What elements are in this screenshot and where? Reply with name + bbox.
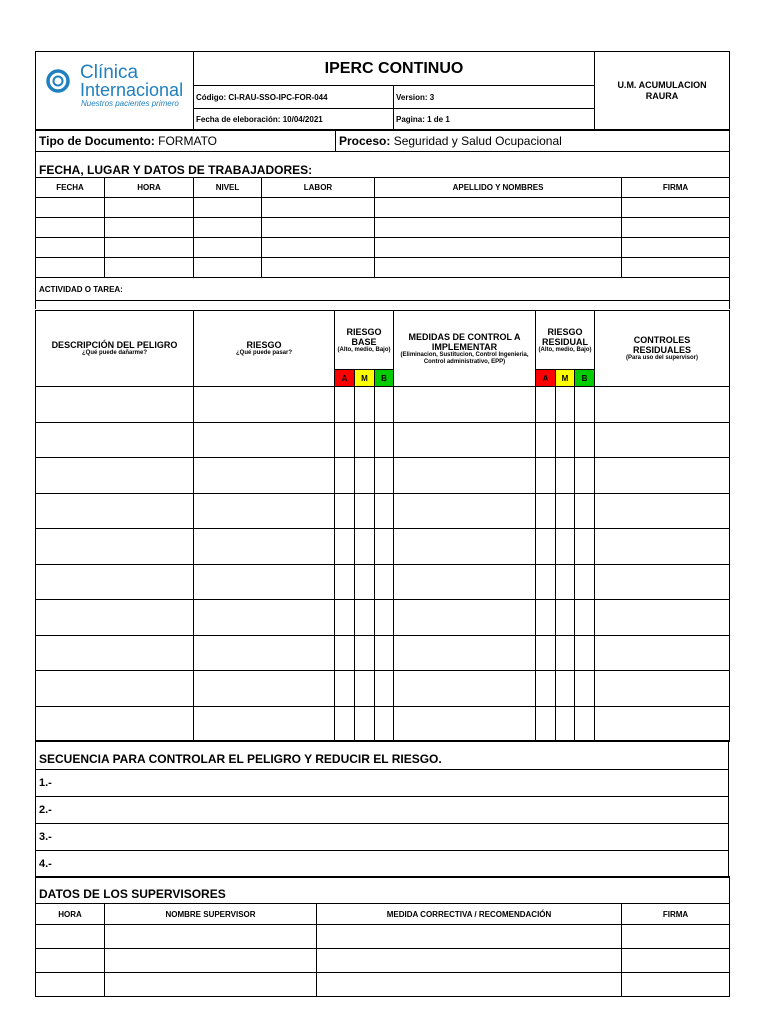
residual-alto-field[interactable] <box>536 600 556 636</box>
residual-medio-field[interactable] <box>556 635 575 671</box>
supervisor-hora-field[interactable] <box>36 949 105 973</box>
worker-labor-field[interactable] <box>262 238 375 258</box>
hazard-section <box>35 310 729 741</box>
hazard-description-field[interactable] <box>36 529 194 565</box>
supervisor-firma-field[interactable] <box>622 949 730 973</box>
supervisors-section <box>35 876 729 997</box>
sequence-title: SECUENCIA PARA CONTROLAR EL PELIGRO Y REDUCIR EL RIESGO. <box>36 741 729 770</box>
logo-line2: Internacional <box>80 80 184 100</box>
hazard-description-field[interactable] <box>36 458 194 494</box>
residual-alto-field[interactable] <box>536 387 556 423</box>
supervisor-firma-field[interactable] <box>622 973 730 997</box>
supervisor-row <box>36 925 730 949</box>
residual-controls-field[interactable] <box>595 706 730 742</box>
worker-hora-field[interactable] <box>105 258 194 278</box>
logo-tagline: Nuestros pacientes primero <box>81 99 179 108</box>
control-measures-field[interactable] <box>394 529 536 565</box>
base-medio-field[interactable] <box>355 529 375 565</box>
base-risk-title: RIESGO BASE <box>346 326 382 347</box>
residual-bajo-field[interactable] <box>575 529 595 565</box>
worker-firma-field[interactable] <box>622 198 730 218</box>
residual-alto-field[interactable] <box>536 529 556 565</box>
residual-controls-field[interactable] <box>595 422 730 458</box>
worker-labor-field[interactable] <box>262 258 375 278</box>
process-value: Seguridad y Salud Ocupacional <box>393 133 562 148</box>
hazard-description-field[interactable] <box>36 564 194 600</box>
base-bajo-field[interactable] <box>375 493 394 529</box>
unit-name: U.M. ACUMULACION RAURA <box>595 52 730 131</box>
base-alto-field[interactable] <box>335 635 355 671</box>
risk-subtitle: ¿Qué puede pasar? <box>235 350 292 356</box>
sequence-step-2[interactable]: 2.- <box>36 797 729 824</box>
worker-name-field[interactable] <box>375 258 622 278</box>
hazard-row <box>36 706 730 742</box>
hazard-description-field[interactable] <box>36 387 194 423</box>
residual-controls-field[interactable] <box>595 564 730 600</box>
elaboration-date: Fecha de eleboración: 10/04/2021 <box>194 109 394 131</box>
sequence-step-3[interactable]: 3.- <box>36 824 729 851</box>
base-level-alto: A <box>335 370 355 387</box>
base-medio-field[interactable] <box>355 564 375 600</box>
clinica-logo-icon <box>46 69 70 93</box>
control-measures-subtitle: (Eliminacion, Sustitucion, Control Ingenieria, Control administrativo, EPP) <box>400 351 529 365</box>
supervisor-hora-field[interactable] <box>36 925 105 949</box>
base-alto-field[interactable] <box>335 706 355 742</box>
worker-row <box>36 238 730 258</box>
base-alto-field[interactable] <box>335 493 355 529</box>
base-medio-field[interactable] <box>355 458 375 494</box>
sequence-step-1[interactable]: 1.- <box>36 770 729 797</box>
residual-bajo-field[interactable] <box>575 706 595 742</box>
form-title: IPERC CONTINUO <box>194 52 595 86</box>
base-medio-field[interactable] <box>355 706 375 742</box>
risk-title: RIESGO <box>246 340 282 350</box>
header-table <box>35 51 730 131</box>
residual-risk-header <box>536 311 595 370</box>
hazard-row <box>36 422 730 458</box>
residual-controls-field[interactable] <box>595 529 730 565</box>
worker-row <box>36 198 730 218</box>
residual-controls-field[interactable] <box>595 671 730 707</box>
base-bajo-field[interactable] <box>375 387 394 423</box>
document-type-value: FORMATO <box>158 133 218 148</box>
hazard-row <box>36 564 730 600</box>
residual-controls-field[interactable] <box>595 458 730 494</box>
residual-medio-field[interactable] <box>556 458 575 494</box>
base-risk-subtitle: (Alto, medio, Bajo) <box>337 346 391 353</box>
risk-field[interactable] <box>194 458 335 494</box>
residual-level-bajo: B <box>575 370 595 387</box>
worker-fecha-field[interactable] <box>36 258 105 278</box>
residual-medio-field[interactable] <box>556 671 575 707</box>
hazard-description-field[interactable] <box>36 671 194 707</box>
worker-hora-field[interactable] <box>105 238 194 258</box>
col-nivel: NIVEL <box>194 178 262 198</box>
residual-medio-field[interactable] <box>556 422 575 458</box>
residual-controls-header <box>595 311 730 387</box>
risk-field[interactable] <box>194 564 335 600</box>
base-bajo-field[interactable] <box>375 422 394 458</box>
supervisor-measure-field[interactable] <box>317 973 622 997</box>
base-bajo-field[interactable] <box>375 564 394 600</box>
document-version: Version: 3 <box>394 86 595 109</box>
risk-field[interactable] <box>194 493 335 529</box>
residual-medio-field[interactable] <box>556 600 575 636</box>
base-alto-field[interactable] <box>335 564 355 600</box>
sup-col-nombre: NOMBRE SUPERVISOR <box>105 904 317 925</box>
residual-controls-subtitle: (Para uso del supervisor) <box>625 355 699 361</box>
residual-bajo-field[interactable] <box>575 671 595 707</box>
control-measures-field[interactable] <box>394 458 536 494</box>
col-hora: HORA <box>105 178 194 198</box>
risk-field[interactable] <box>194 422 335 458</box>
base-medio-field[interactable] <box>355 387 375 423</box>
control-measures-field[interactable] <box>394 600 536 636</box>
control-measures-title: MEDIDAS DE CONTROL A IMPLEMENTAR <box>408 331 521 352</box>
supervisor-hora-field[interactable] <box>36 973 105 997</box>
sup-col-medida: MEDIDA CORRECTIVA / RECOMENDACIÓN <box>317 904 622 925</box>
logo-cell <box>36 52 194 131</box>
residual-bajo-field[interactable] <box>575 458 595 494</box>
residual-controls-field[interactable] <box>595 387 730 423</box>
supervisor-name-field[interactable] <box>105 949 317 973</box>
spacer-row <box>36 301 730 309</box>
sup-col-hora: HORA <box>36 904 105 925</box>
hazard-row <box>36 635 730 671</box>
process-label: Proceso: <box>339 133 391 148</box>
logo-line1: Clínica <box>80 62 139 83</box>
hazard-description-field[interactable] <box>36 600 194 636</box>
document-code: Código: CI-RAU-SSO-IPC-FOR-044 <box>194 86 394 109</box>
residual-bajo-field[interactable] <box>575 635 595 671</box>
worker-row <box>36 258 730 278</box>
supervisor-name-field[interactable] <box>105 973 317 997</box>
residual-alto-field[interactable] <box>536 422 556 458</box>
sequence-step-4[interactable]: 4.- <box>36 851 729 878</box>
base-level-bajo: B <box>375 370 394 387</box>
control-measures-field[interactable] <box>394 635 536 671</box>
residual-alto-field[interactable] <box>536 458 556 494</box>
supervisor-measure-field[interactable] <box>317 949 622 973</box>
residual-bajo-field[interactable] <box>575 493 595 529</box>
supervisor-row <box>36 949 730 973</box>
hazard-description-subtitle: ¿Qué puede dañarme? <box>81 350 147 356</box>
base-alto-field[interactable] <box>335 387 355 423</box>
residual-controls-field[interactable] <box>595 600 730 636</box>
hazard-description-field[interactable] <box>36 422 194 458</box>
worker-nivel-field[interactable] <box>194 198 262 218</box>
col-fecha: FECHA <box>36 178 105 198</box>
worker-fecha-field[interactable] <box>36 238 105 258</box>
supervisors-title: DATOS DE LOS SUPERVISORES <box>36 877 730 904</box>
hazard-row <box>36 493 730 529</box>
worker-firma-field[interactable] <box>622 258 730 278</box>
supervisor-measure-field[interactable] <box>317 925 622 949</box>
worker-hora-field[interactable] <box>105 198 194 218</box>
base-medio-field[interactable] <box>355 635 375 671</box>
doc-info-row <box>35 129 729 152</box>
document-type-label: Tipo de Documento: <box>39 133 155 148</box>
residual-controls-field[interactable] <box>595 493 730 529</box>
base-medio-field[interactable] <box>355 600 375 636</box>
col-labor: LABOR <box>262 178 375 198</box>
residual-risk-subtitle: (Alto, medio, Bajo) <box>538 346 592 353</box>
hazard-description-title: DESCRIPCIÓN DEL PELIGRO <box>51 340 178 350</box>
worker-name-field[interactable] <box>375 198 622 218</box>
worker-row <box>36 218 730 238</box>
hazard-row <box>36 387 730 423</box>
worker-nivel-field[interactable] <box>194 238 262 258</box>
residual-level-medio: M <box>556 370 575 387</box>
risk-field[interactable] <box>194 600 335 636</box>
worker-name-field[interactable] <box>375 218 622 238</box>
process <box>336 130 730 152</box>
risk-field[interactable] <box>194 529 335 565</box>
worker-labor-field[interactable] <box>262 198 375 218</box>
worker-nivel-field[interactable] <box>194 218 262 238</box>
supervisor-firma-field[interactable] <box>622 925 730 949</box>
residual-alto-field[interactable] <box>536 635 556 671</box>
hazard-description-header <box>36 311 194 387</box>
base-bajo-field[interactable] <box>375 671 394 707</box>
risk-field[interactable] <box>194 387 335 423</box>
control-measures-field[interactable] <box>394 564 536 600</box>
base-alto-field[interactable] <box>335 458 355 494</box>
risk-field[interactable] <box>194 706 335 742</box>
residual-controls-field[interactable] <box>595 635 730 671</box>
worker-firma-field[interactable] <box>622 238 730 258</box>
document-type <box>36 130 336 152</box>
residual-risk-title: RIESGO RESIDUAL <box>541 326 588 347</box>
worker-firma-field[interactable] <box>622 218 730 238</box>
worker-nivel-field[interactable] <box>194 258 262 278</box>
base-medio-field[interactable] <box>355 493 375 529</box>
hazard-row <box>36 458 730 494</box>
workers-section <box>35 151 729 311</box>
base-bajo-field[interactable] <box>375 600 394 636</box>
risk-field[interactable] <box>194 635 335 671</box>
base-medio-field[interactable] <box>355 671 375 707</box>
residual-alto-field[interactable] <box>536 671 556 707</box>
base-alto-field[interactable] <box>335 671 355 707</box>
residual-controls-title: CONTROLES RESIDUALES <box>632 335 691 355</box>
control-measures-field[interactable] <box>394 671 536 707</box>
form-header <box>35 51 729 130</box>
sup-col-firma: FIRMA <box>622 904 730 925</box>
supervisor-row <box>36 973 730 997</box>
base-alto-field[interactable] <box>335 600 355 636</box>
hazard-description-field[interactable] <box>36 493 194 529</box>
residual-medio-field[interactable] <box>556 706 575 742</box>
hazard-description-field[interactable] <box>36 635 194 671</box>
hazard-description-field[interactable] <box>36 706 194 742</box>
base-medio-field[interactable] <box>355 422 375 458</box>
worker-fecha-field[interactable] <box>36 198 105 218</box>
risk-header <box>194 311 335 387</box>
residual-medio-field[interactable] <box>556 387 575 423</box>
base-bajo-field[interactable] <box>375 706 394 742</box>
sequence-section <box>35 740 729 877</box>
residual-bajo-field[interactable] <box>575 422 595 458</box>
residual-level-alto: A <box>536 370 556 387</box>
worker-fecha-field[interactable] <box>36 218 105 238</box>
residual-medio-field[interactable] <box>556 493 575 529</box>
activity-field[interactable]: ACTIVIDAD O TAREA: <box>36 278 730 301</box>
residual-alto-field[interactable] <box>536 493 556 529</box>
residual-bajo-field[interactable] <box>575 600 595 636</box>
risk-field[interactable] <box>194 671 335 707</box>
hazard-row <box>36 529 730 565</box>
hazard-row <box>36 671 730 707</box>
base-alto-field[interactable] <box>335 529 355 565</box>
control-measures-field[interactable] <box>394 422 536 458</box>
control-measures-field[interactable] <box>394 493 536 529</box>
residual-bajo-field[interactable] <box>575 387 595 423</box>
residual-alto-field[interactable] <box>536 706 556 742</box>
base-bajo-field[interactable] <box>375 635 394 671</box>
base-level-medio: M <box>355 370 375 387</box>
hazard-row <box>36 600 730 636</box>
residual-bajo-field[interactable] <box>575 564 595 600</box>
page-number: Pagina: 1 de 1 <box>394 109 595 131</box>
supervisor-name-field[interactable] <box>105 925 317 949</box>
base-risk-header <box>335 311 394 370</box>
base-alto-field[interactable] <box>335 422 355 458</box>
base-bajo-field[interactable] <box>375 529 394 565</box>
control-measures-field[interactable] <box>394 387 536 423</box>
worker-hora-field[interactable] <box>105 218 194 238</box>
worker-name-field[interactable] <box>375 238 622 258</box>
residual-medio-field[interactable] <box>556 529 575 565</box>
workers-title: FECHA, LUGAR Y DATOS DE TRABAJADORES: <box>36 152 730 178</box>
control-measures-header <box>394 311 536 387</box>
control-measures-field[interactable] <box>394 706 536 742</box>
col-firma: FIRMA <box>622 178 730 198</box>
col-apellido-nombres: APELLIDO Y NOMBRES <box>375 178 622 198</box>
worker-labor-field[interactable] <box>262 218 375 238</box>
residual-alto-field[interactable] <box>536 564 556 600</box>
base-bajo-field[interactable] <box>375 458 394 494</box>
residual-medio-field[interactable] <box>556 564 575 600</box>
